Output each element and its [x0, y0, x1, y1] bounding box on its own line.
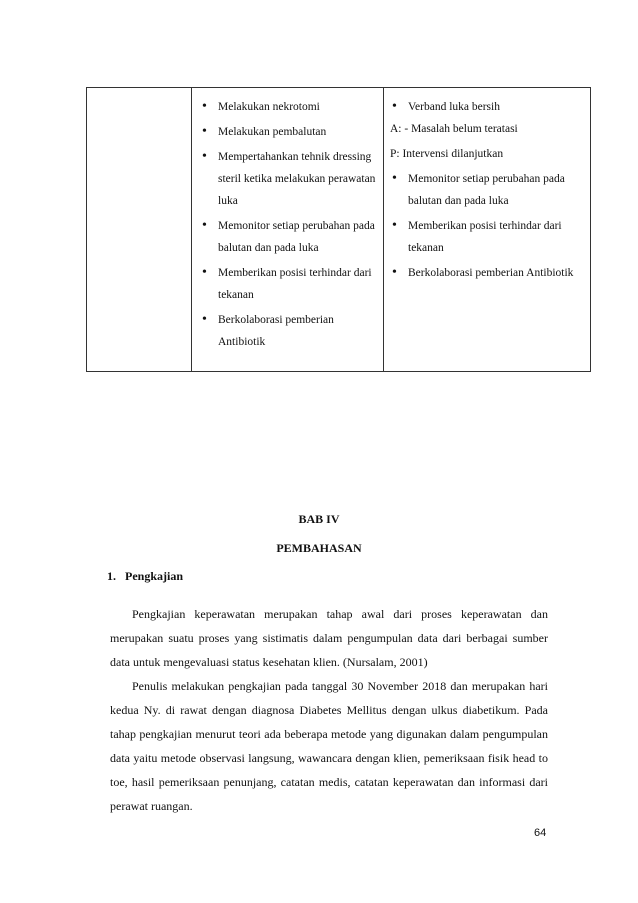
- evaluation-list: [390, 168, 586, 284]
- nursing-table: [86, 87, 591, 372]
- plan-text: P: Intervensi dilanjutkan: [390, 148, 504, 160]
- table-column-empty: [87, 88, 192, 371]
- list-item: • Berkolaborasi pemberian Antibiotik: [390, 262, 586, 284]
- list-item: • Memberikan posisi terhindar dari tekanan: [390, 215, 586, 259]
- list-item: • Verband luka bersih: [390, 96, 586, 118]
- evaluation-first-list: [390, 96, 586, 118]
- implementation-list: [200, 96, 379, 353]
- paragraph: Pengkajian keperawatan merupakan tahap awal dari proses keperawatan dan merupakan suatu proses yang sistimatis dalam pengumpulan data dari berbagai sumber data untuk mengevaluasi status kesehatan klien. (Nursalam, 2001): [110, 607, 548, 669]
- list-item: • Memonitor setiap perubahan pada balutan dan pada luka: [390, 168, 586, 212]
- table-column-implementation: [192, 88, 384, 371]
- section-heading: 1. Pengkajian: [107, 569, 184, 583]
- paragraph-1-block: [110, 602, 548, 674]
- list-item: • Mempertahankan tehnik dressing steril ketika melakukan perawatan luka: [200, 146, 379, 212]
- list-item: • Melakukan pembalutan: [200, 121, 379, 143]
- list-item: • Melakukan nekrotomi: [200, 96, 379, 118]
- chapter-number: BAB IV: [298, 512, 340, 526]
- page-number: 64: [534, 827, 547, 839]
- list-item: • Berkolaborasi pemberian Antibiotik: [200, 309, 379, 353]
- paragraph: Penulis melakukan pengkajian pada tanggal 30 November 2018 dan merupakan hari kedua Ny. di rawat dengan diagnosa Diabetes Mellitus dengan ulkus diabetikum. Pada tahap pengkajian menurut teori ada beberapa metode yang digunakan dalam pengumpulan data yaitu metode observasi langsung, wawancara dengan klien, pemeriksaan fisik head to toe, hasil pemeriksaan penunjang, catatan medis, catatan keperawatan dan informasi dari perawat ruangan.: [110, 679, 548, 813]
- table-column-evaluation: [384, 88, 590, 371]
- list-item: • Memberikan posisi terhindar dari tekanan: [200, 262, 379, 306]
- list-item: • Memonitor setiap perubahan pada balutan dan pada luka: [200, 215, 379, 259]
- paragraph-2-block: [110, 674, 548, 818]
- assessment-text: A: - Masalah belum teratasi: [390, 123, 518, 135]
- chapter-title: PEMBAHASAN: [276, 541, 362, 555]
